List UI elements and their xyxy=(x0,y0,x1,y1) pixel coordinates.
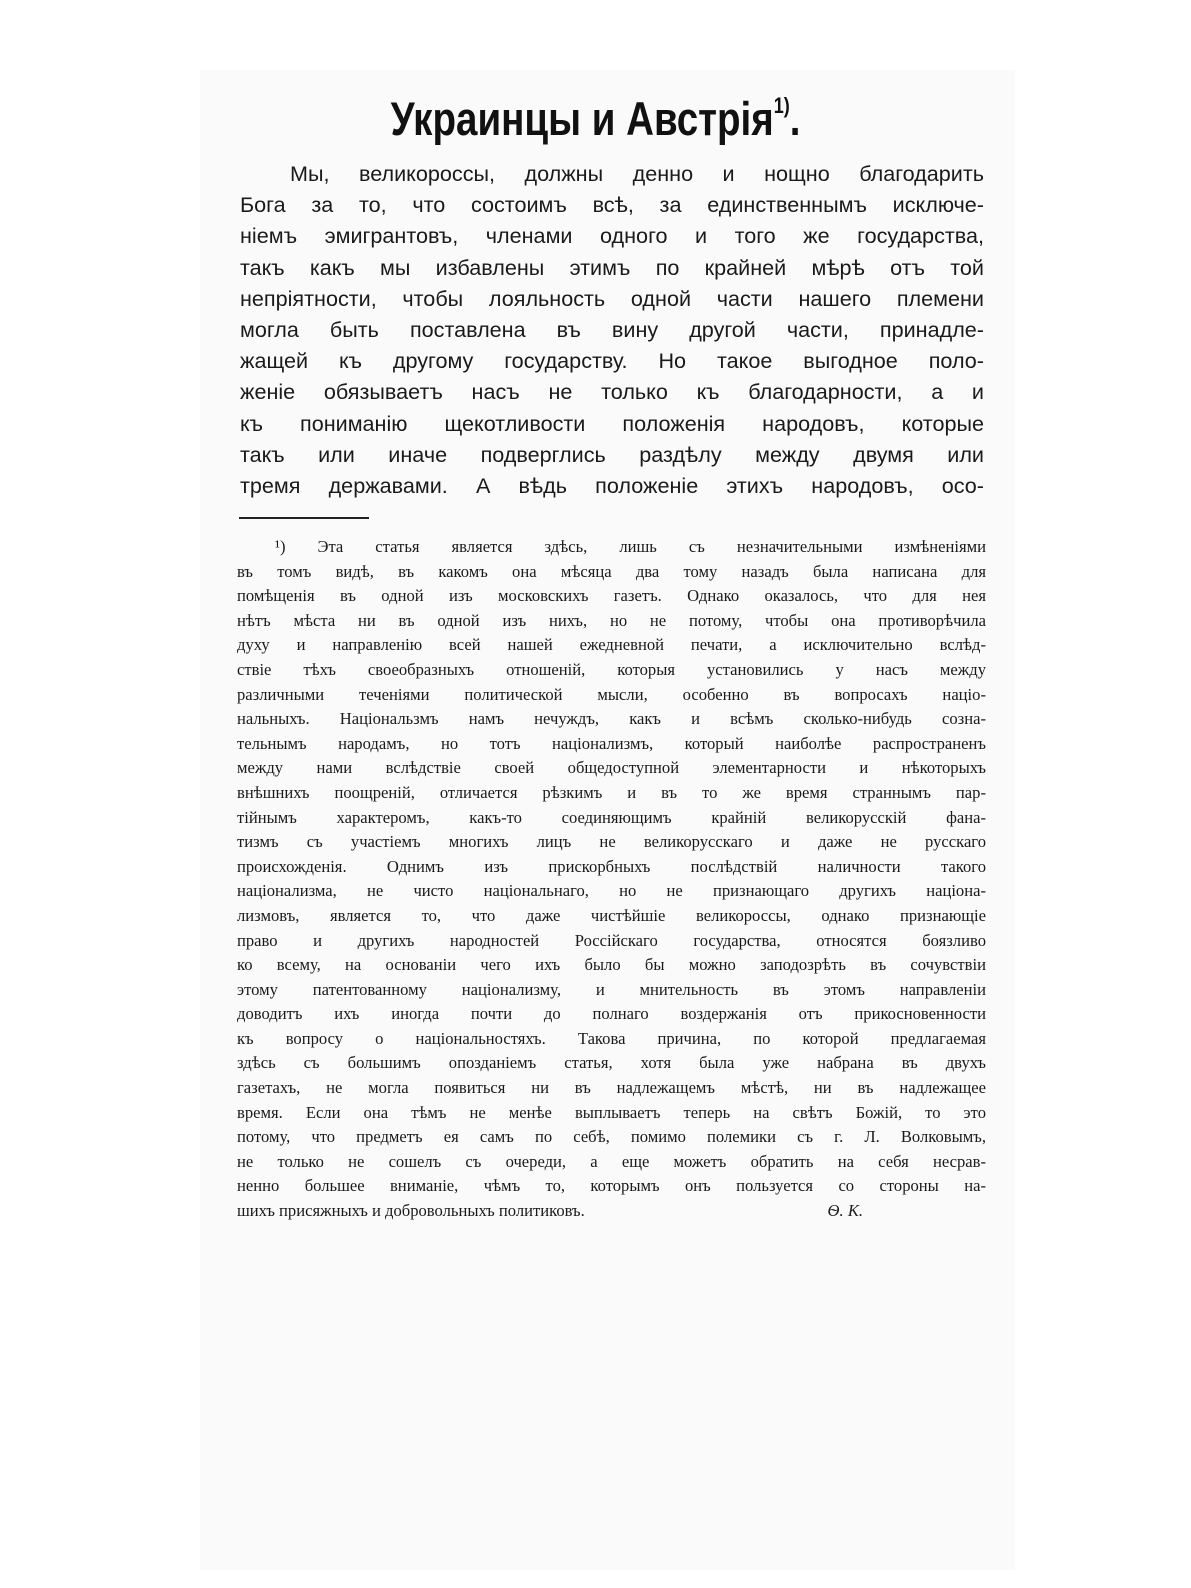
body-line: такъ какъ мы избавлены этимъ по крайней мѣрѣ отъ той xyxy=(240,254,984,280)
footnote-line: къ вопросу о національностяхъ. Такова причина, по которой предлагаемая xyxy=(237,1028,986,1048)
body-line: ніемъ эмигрантовъ, членами одного и того же государства, xyxy=(240,223,984,249)
footnote-line: нѣтъ мѣста ни въ одной изъ нихъ, но не потому, чтобы она противорѣчила xyxy=(237,610,986,630)
footnote-line: газетахъ, не могла появиться ни въ надлежащемъ мѣстѣ, ни въ надлежащее xyxy=(237,1078,986,1098)
footnote-line: ¹) Эта статья является здѣсь, лишь съ незначительными измѣненіями xyxy=(275,537,986,556)
footnote-line: время. Если она тѣмъ не менѣе выплываетъ теперь на свѣтъ Божій, то это xyxy=(237,1102,986,1122)
footnote-line: духу и направленію всей нашей ежедневной печати, а исключительно вслѣд- xyxy=(237,635,986,655)
footnote-line: тизмъ съ участіемъ многихъ лицъ не великорусскаго и даже не русскаго xyxy=(237,832,986,852)
body-line: къ пониманію щекотливости положенія народовъ, которые xyxy=(240,410,984,436)
body-line: могла быть поставлена въ вину другой части, принадле- xyxy=(240,316,984,342)
footnote-line: націонализма, не чисто національнаго, но не признающаго другихъ націона- xyxy=(237,881,986,901)
author-signature: Ѳ. К. xyxy=(827,1201,863,1221)
article-title xyxy=(107,76,1084,149)
footnote-line: здѣсь съ большимъ опозданіемъ статья, хотя была уже набрана въ двухъ xyxy=(237,1053,986,1073)
footnote xyxy=(237,535,986,1224)
footnote-line: шихъ присяжныхъ и добровольныхъ политиковъ. xyxy=(237,1201,585,1221)
article-title-text: Украинцы и Австрія xyxy=(390,92,774,145)
body-line: тремя державами. А вѣдь положеніе этихъ народовъ, осо- xyxy=(240,472,984,498)
article-body xyxy=(240,158,984,501)
body-line: Бога за то, что состоимъ всѣ, за единственнымъ исключе- xyxy=(240,192,984,218)
footnote-line: между нами вслѣдствіе своей общедоступной элементарности и нѣкоторыхъ xyxy=(237,758,986,778)
footnote-line: ненно большее вниманіе, чѣмъ то, которымъ онъ пользуется со стороны на- xyxy=(237,1176,986,1196)
body-line: Мы, великороссы, должны денно и нощно благодарить xyxy=(290,161,984,186)
body-line: такъ или иначе подверглись раздѣлу между двумя или xyxy=(240,441,984,467)
footnote-line: доводитъ ихъ иногда почти до полнаго воздержанія отъ прикосновенности xyxy=(237,1004,986,1024)
footnote-line: тельнымъ народамъ, но тотъ націонализмъ, который наиболѣе распространенъ xyxy=(237,733,986,753)
body-line: женіе обязываетъ насъ не только къ благодарности, а и xyxy=(240,379,984,405)
body-line: жащей къ другому государству. Но такое выгодное поло- xyxy=(240,348,984,374)
footnote-line: ствіе тѣхъ своеобразныхъ отношеній, которыя установились у насъ между xyxy=(237,659,986,679)
footnote-line: тійнымъ характеромъ, какъ-то соединяющимъ крайній великорусскій фана- xyxy=(237,807,986,827)
footnote-line: помѣщенія въ одной изъ московскихъ газетъ. Однако оказалось, что для нея xyxy=(237,586,986,606)
footnote-line: происхожденія. Однимъ изъ прискорбныхъ послѣдствій наличности такого xyxy=(237,856,986,876)
footnote-line: нальныхъ. Національзмъ намъ нечуждъ, какъ и всѣмъ сколько-нибудь созна- xyxy=(237,709,986,729)
footnote-marker: 1) xyxy=(773,93,790,118)
footnote-line: ко всему, на основаніи чего ихъ было бы можно заподозрѣть въ сочувствіи xyxy=(237,955,986,975)
footnote-line: лизмовъ, является то, что даже чистѣйшіе великороссы, однако признающіе xyxy=(237,905,986,925)
title-period: . xyxy=(789,92,801,145)
footnote-line: внѣшнихъ поощреній, отличается рѣзкимъ и въ то же время страннымъ пар- xyxy=(237,782,986,802)
footnote-line: потому, что предметъ ея самъ по себѣ, помимо полемики съ г. Л. Волковымъ, xyxy=(237,1127,986,1147)
footnote-line: различными теченіями политической мысли, особенно въ вопросахъ націо- xyxy=(237,684,986,704)
footnote-divider xyxy=(239,517,369,519)
footnote-line: право и другихъ народностей Россійскаго государства, относятся боязливо xyxy=(237,930,986,950)
footnote-line: не только не сошелъ съ очереди, а еще можетъ обратить на себя несрав- xyxy=(237,1151,986,1171)
footnote-line: этому патентованному націонализму, и мнительность въ этомъ направленіи xyxy=(237,979,986,999)
footnote-last-line xyxy=(237,1199,863,1224)
footnote-line: въ томъ видѣ, въ какомъ она мѣсяца два тому назадъ была написана для xyxy=(237,561,986,581)
body-line: непріятности, чтобы лояльность одной части нашего племени xyxy=(240,285,984,311)
